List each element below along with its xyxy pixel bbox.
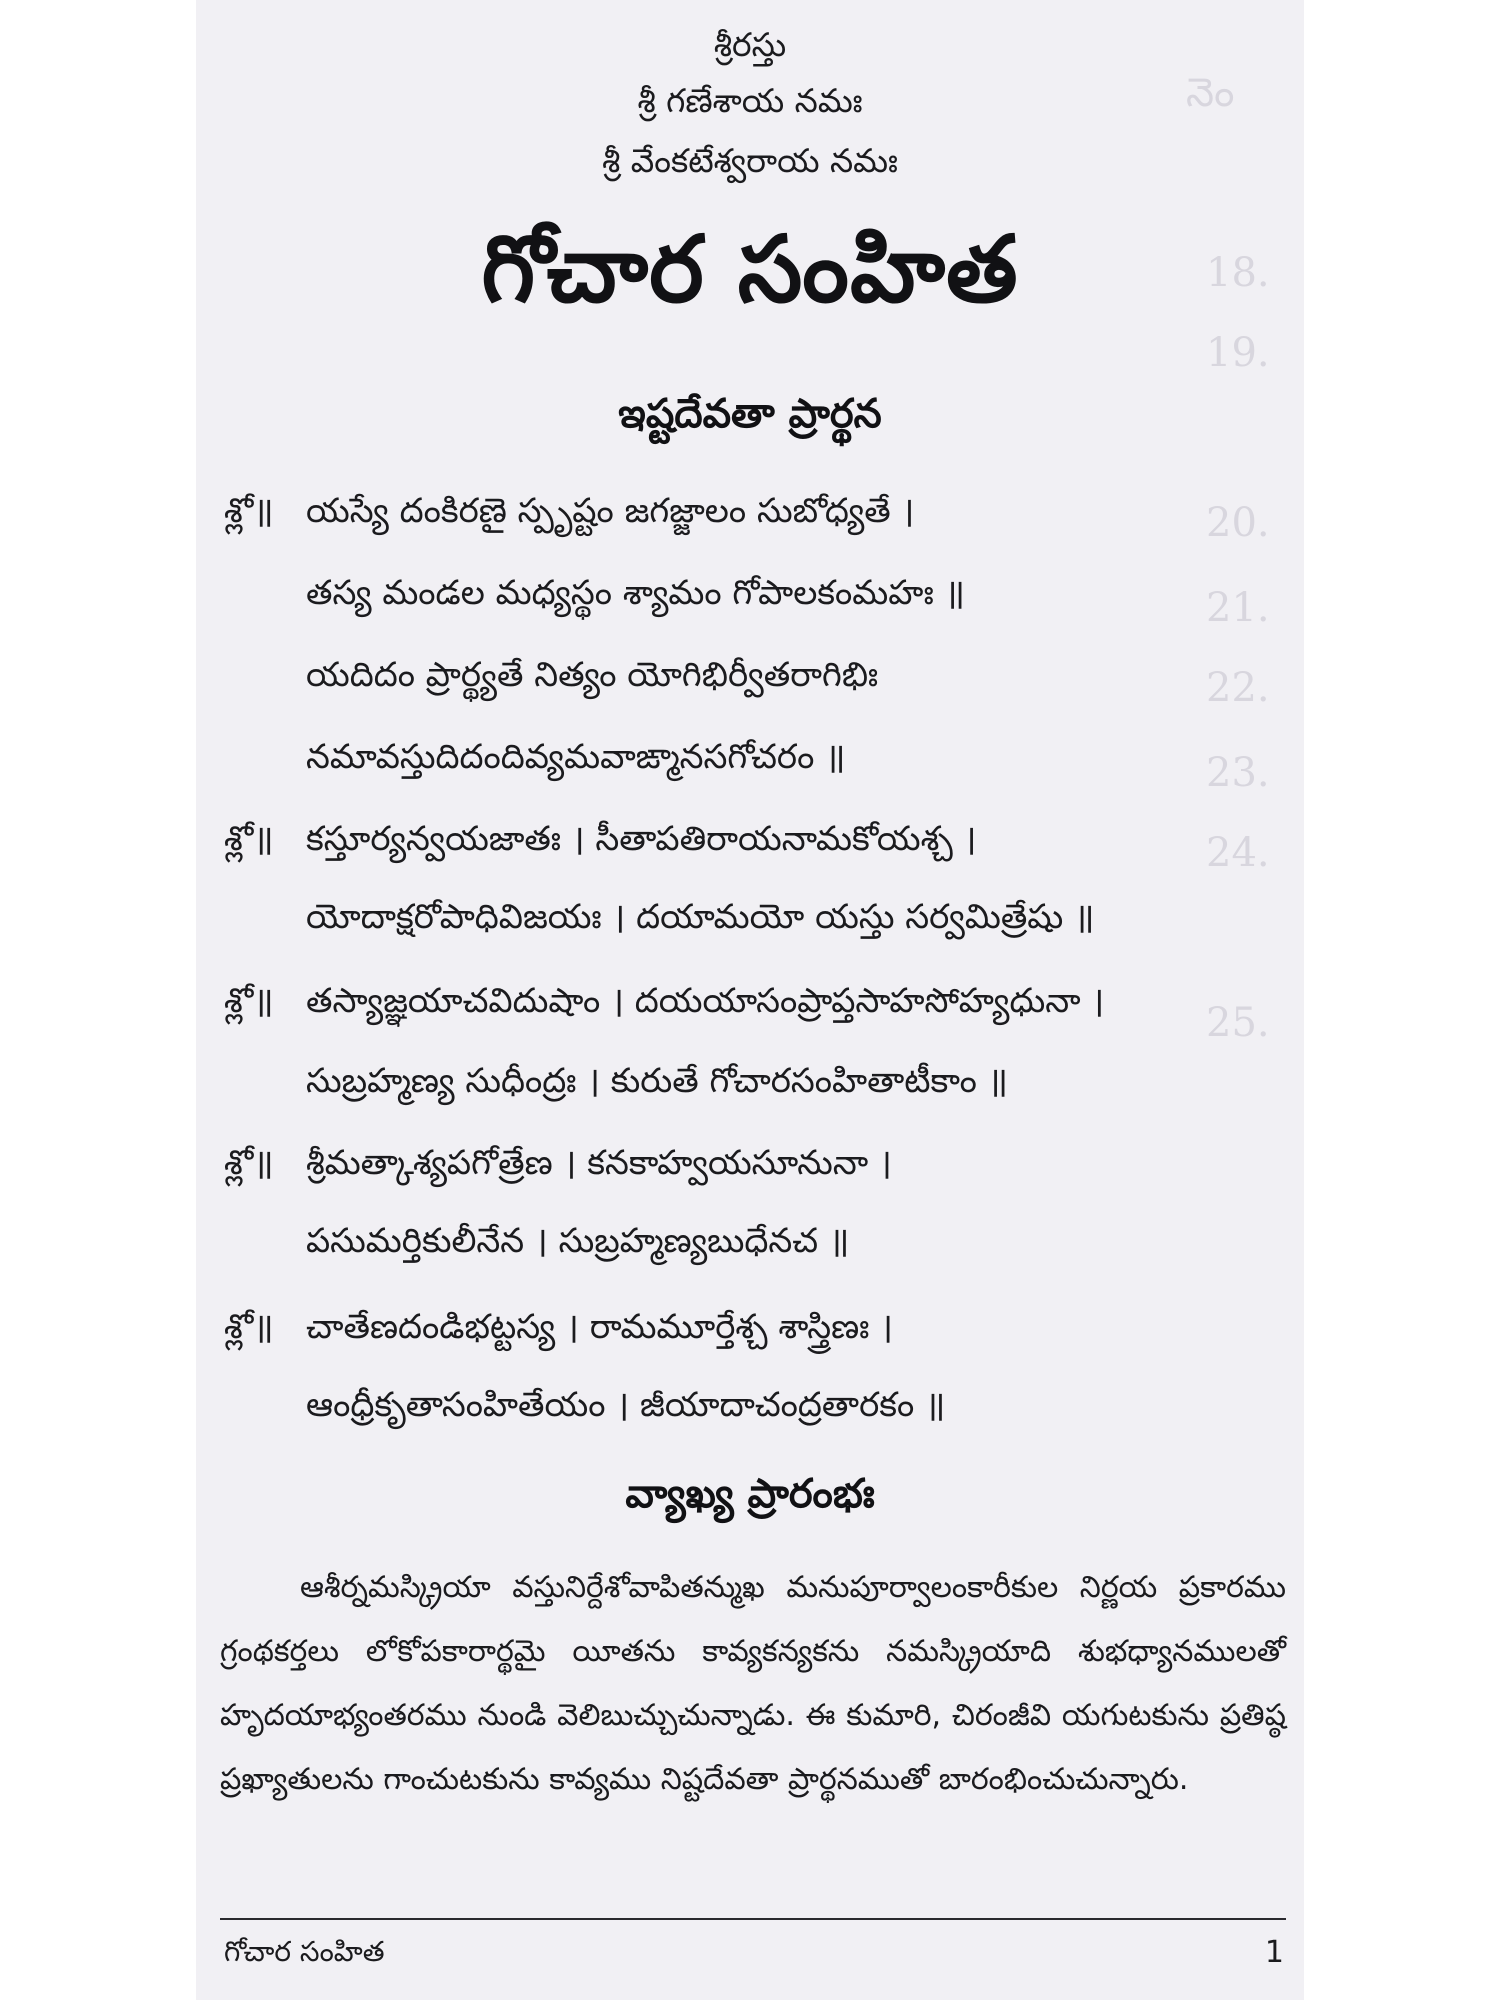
verse-line: పసుమర్తికులీనేన । సుబ్రహ్మణ్యబుధేనచ ॥ xyxy=(306,1221,850,1261)
bleed-through-decoration: 18. xyxy=(1206,250,1270,296)
bleed-through-decoration: 24. xyxy=(1206,830,1270,876)
invocation-line-3: శ్రీ వేంకటేశ్వరాయ నమః xyxy=(602,141,898,180)
verse-line: యోదాక్షరోపాధివిజయః । దయామయో యస్తు సర్వమిత్రేషు ॥ xyxy=(306,897,1095,937)
verse-line: యస్యే దంకిరణై స్పృష్టం జగజ్జాలం సుబోధ్యతే । xyxy=(306,491,915,531)
sloka-marker: శ్లో॥ xyxy=(224,491,274,531)
commentary-heading: వ్యాఖ్య ప్రారంభః xyxy=(625,1471,875,1517)
bleed-through-decoration: నెం xyxy=(1186,70,1235,116)
bleed-through-decoration: 19. xyxy=(1206,330,1270,376)
verse-line: కస్తూర్యన్వయజాతః । సీతాపతిరాయనామకోయశ్చ । xyxy=(306,819,977,859)
sloka-marker: శ్లో॥ xyxy=(224,981,274,1021)
commentary-paragraph: ఆశీర్నమస్క్రియా వస్తునిర్దేశోవాపితన్ముఖ మనుపూర్వాలంకారీకుల నిర్ణయ ప్రకారము గ్రంథకర్తలు లోకోపకారార్థమై యీతను కావ్యకన్యకను నమస్క్రియాది శుభధ్యానములతో హృదయాభ్యంతరము నుండి వెలిబుచ్చుచున్నాడు. ఈ కుమారి, చిరంజీవి యగుటకును ప్రతిష్ఠ ప్రఖ్యాతులను గాంచుటకును కావ్యము నిష్టదేవతా ప్రార్థనముతో బారంభించుచున్నారు. xyxy=(220,1570,1286,1797)
footer-divider xyxy=(220,1918,1286,1920)
invocation-line-1: శ్రీరస్తు xyxy=(713,25,787,64)
footer-book-title: గోచార సంహిత xyxy=(224,1935,385,1968)
verse-line: శ్రీమత్కాశ్యపగోత్రేణ । కనకాహ్వయసూనునా । xyxy=(306,1143,892,1183)
bleed-through-decoration: 22. xyxy=(1206,665,1270,711)
verse-line: సుబ్రహ్మణ్య సుధీంద్రః । కురుతే గోచారసంహితాటీకాం ॥ xyxy=(306,1061,1009,1101)
verse-line: చాతేణదండిభట్టస్య । రామమూర్తేశ్చ శాస్త్రిణః । xyxy=(306,1307,893,1347)
verse-line: ఆంధ్రీకృతాసంహితేయం । జీయాదాచంద్రతారకం ॥ xyxy=(306,1385,946,1425)
page-title: గోచార సంహిత xyxy=(481,216,1019,323)
sloka-marker: శ్లో॥ xyxy=(224,819,274,859)
book-page xyxy=(196,0,1304,2000)
section-subtitle: ఇష్టదేవతా ప్రార్థన xyxy=(618,391,882,437)
verse-line: తస్యాజ్ఞయాచవిదుషాం । దయయాసంప్రాప్తసాహసోహ్యధునా । xyxy=(306,981,1105,1021)
page-number: 1 xyxy=(1264,1935,1284,1970)
bleed-through-decoration: 25. xyxy=(1206,1000,1270,1046)
verse-line: తస్య మండల మధ్యస్థం శ్యామం గోపాలకంమహః ॥ xyxy=(306,573,965,613)
bleed-through-decoration: 20. xyxy=(1206,500,1270,546)
sloka-marker: శ్లో॥ xyxy=(224,1307,274,1347)
verse-line: యదిదం ప్రార్థ్యతే నిత్యం యోగిభిర్వీతరాగిభిః xyxy=(306,655,879,695)
invocation-line-2: శ్రీ గణేశాయ నమః xyxy=(637,81,863,120)
verse-line: నమావస్తుదిదందివ్యమవాఙ్మానసగోచరం ॥ xyxy=(306,737,846,777)
bleed-through-decoration: 23. xyxy=(1206,750,1270,796)
sloka-marker: శ్లో॥ xyxy=(224,1143,274,1183)
bleed-through-decoration: 21. xyxy=(1206,585,1270,631)
